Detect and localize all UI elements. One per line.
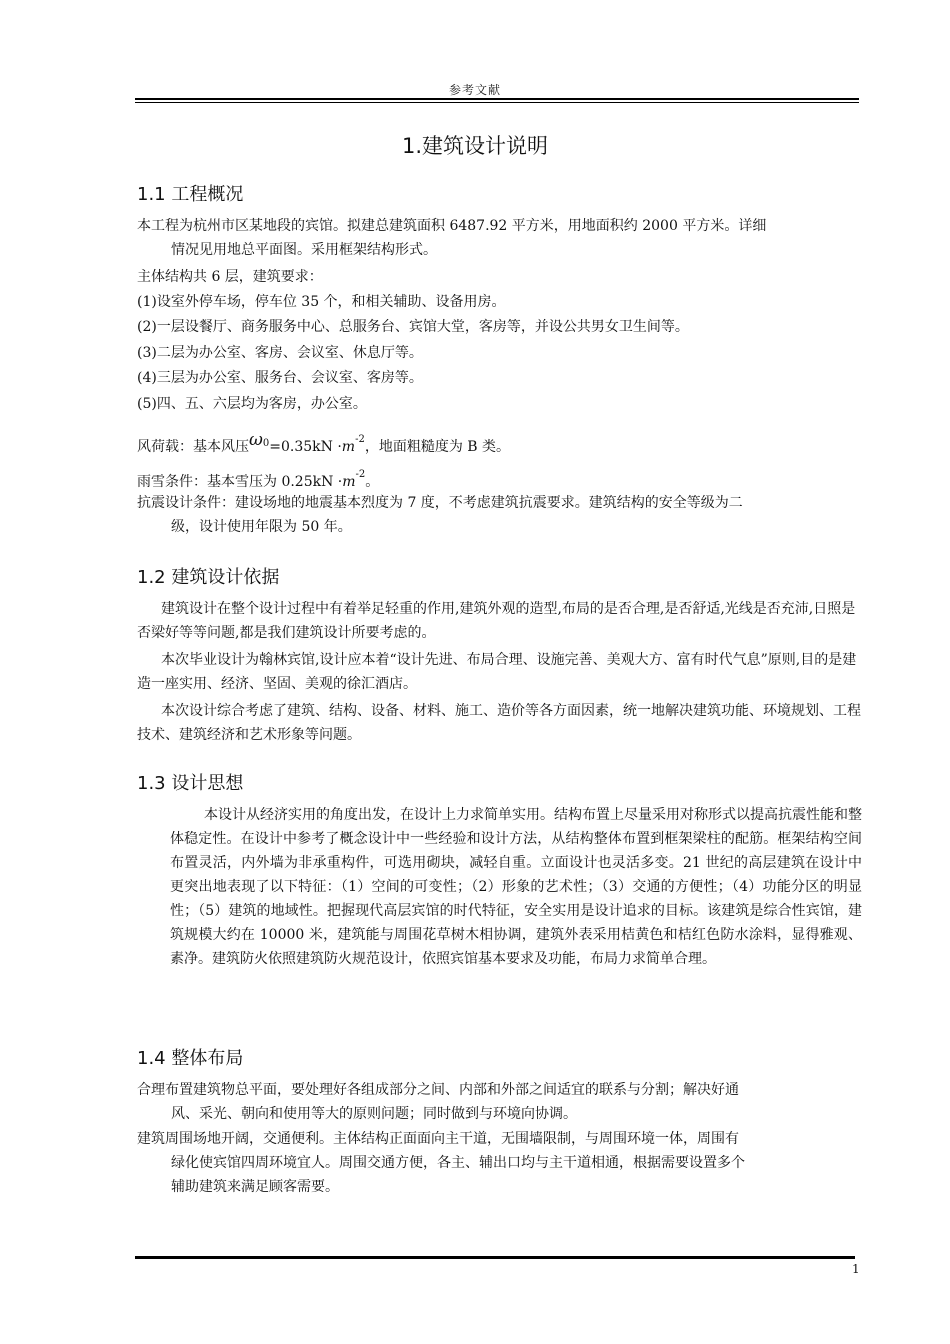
wind-unit: m xyxy=(341,439,356,455)
layout-p2-line3: 辅助建筑来满足顾客需要。 xyxy=(171,1179,339,1195)
snow-unit-exp: -2 xyxy=(355,469,366,480)
wind-load-suffix: ，地面粗糙度为 B 类。 xyxy=(364,439,511,455)
running-header: 参考文献 xyxy=(448,83,501,97)
floors-requirement: 主体结构共 6 层，建筑要求： xyxy=(137,269,323,285)
snow-load-suffix: 。 xyxy=(365,474,380,490)
list-item: (3)二层为办公室、客房、会议室、休息厅等。 xyxy=(137,345,423,361)
paragraph: 本次毕业设计为翰林宾馆,设计应本着“设计先进、布局合理、设施完善、美观大方、富有时代气息”原则,目的是建造一座实用、经济、坚固、美观的徐汇酒店。 xyxy=(137,652,857,692)
wind-unit-exp: -2 xyxy=(355,434,365,445)
wind-symbol: ω xyxy=(249,430,263,450)
page-number: 1 xyxy=(852,1262,860,1276)
snow-load xyxy=(137,463,862,494)
wind-load-value: =0.35kN · xyxy=(269,439,342,455)
footer-rule xyxy=(135,1256,855,1259)
chapter-title: 1.建筑设计说明 xyxy=(401,134,549,158)
seismic-line1: 抗震设计条件：建设场地的地震基本烈度为 7 度，不考虑建筑抗震要求。建筑结构的安全等级为二 xyxy=(137,495,743,511)
snow-load-prefix: 雨雪条件：基本雪压为 0.25kN · xyxy=(137,474,343,490)
paragraph: 建筑设计在整个设计过程中有着举足轻重的作用,建筑外观的造型,布局的是否合理,是否舒适,光线是否充沛,日照是否梁好等等问题,都是我们建筑设计所要考虑的。 xyxy=(137,601,856,641)
layout-p2-line1: 建筑周围场地开阔，交通便利。主体结构正面面向主干道，无围墙限制，与周围环境一体，周围有 xyxy=(137,1131,739,1147)
paragraph xyxy=(137,1127,862,1199)
section-heading-1-1: 1.1 工程概况 xyxy=(137,184,244,205)
seismic-line2: 级，设计使用年限为 50 年。 xyxy=(171,519,352,535)
wind-load-prefix: 风荷载：基本风压 xyxy=(137,439,249,455)
header-rule-thin xyxy=(135,102,859,103)
wind-load xyxy=(137,428,862,462)
list-item: (2)一层设餐厅、商务服务中心、总服务台、宾馆大堂，客房等，并设公共男女卫生间等。 xyxy=(137,319,689,335)
paragraph: 本设计从经济实用的角度出发，在设计上力求简单实用。结构布置上尽量采用对称形式以提高抗震性能和整体稳定性。在设计中参考了概念设计中一些经验和设计方法，从结构整体布置到框架梁柱的配筋。框架结构空间布置灵活，内外墙为非承重构件，可选用砌块，减轻自重。立面设计也灵活多变。21 世纪的高层建筑在设计中更突出地表现了以下特征：（1）空间的可变性；（2）形象的艺术性；（3）交通的方便性；（4）功能分区的明显性；（5）建筑的地域性。把握现代高层宾馆的时代特征，安全实用是设计追求的目标。该建筑是综合性宾馆，建筑规模大约在 10000 米，建筑能与周围花草树木相协调，建筑外表采用桔黄色和桔红色防水涂料，显得雅观、素净。建筑防火依照建筑防火规范设计，依照宾馆基本要求及功能，布局力求简单合理。 xyxy=(170,807,862,967)
section-heading-1-3: 1.3 设计思想 xyxy=(137,773,244,794)
layout-p1-line2: 风、采光、朝向和使用等大的原则问题；同时做到与环境向协调。 xyxy=(171,1106,577,1122)
wind-symbol-sub: 0 xyxy=(262,438,270,449)
project-intro-line2: 情况见用地总平面图。采用框架结构形式。 xyxy=(171,242,437,258)
paragraph xyxy=(137,1078,862,1126)
list-item: (5)四、五、六层均为客房，办公室。 xyxy=(137,396,367,412)
list-item: (4)三层为办公室、服务台、会议室、客房等。 xyxy=(137,370,423,386)
snow-unit: m xyxy=(342,474,356,490)
header-rule xyxy=(135,98,859,100)
seismic-condition xyxy=(137,491,862,539)
list-item: (1)设室外停车场，停车位 35 个，和相关辅助、设备用房。 xyxy=(137,294,506,310)
section-heading-1-4: 1.4 整体布局 xyxy=(137,1048,244,1069)
section-heading-1-2: 1.2 建筑设计依据 xyxy=(137,567,280,588)
layout-p1-line1: 合理布置建筑物总平面，要处理好各组成部分之间、内部和外部之间适宜的联系与分割；解决好通 xyxy=(137,1082,739,1098)
project-intro-line1: 本工程为杭州市区某地段的宾馆。拟建总建筑面积 6487.92 平方米，用地面积约 2000 平方米。详细 xyxy=(137,218,767,234)
paragraph: 本次设计综合考虑了建筑、结构、设备、材料、施工、造价等各方面因素，统一地解决建筑功能、环境规划、工程技术、建筑经济和艺术形象等问题。 xyxy=(137,703,861,743)
project-intro xyxy=(137,214,862,262)
layout-p2-line2: 绿化使宾馆四周环境宜人。周围交通方便，各主、辅出口均与主干道相通，根据需要设置多个 xyxy=(171,1155,745,1171)
